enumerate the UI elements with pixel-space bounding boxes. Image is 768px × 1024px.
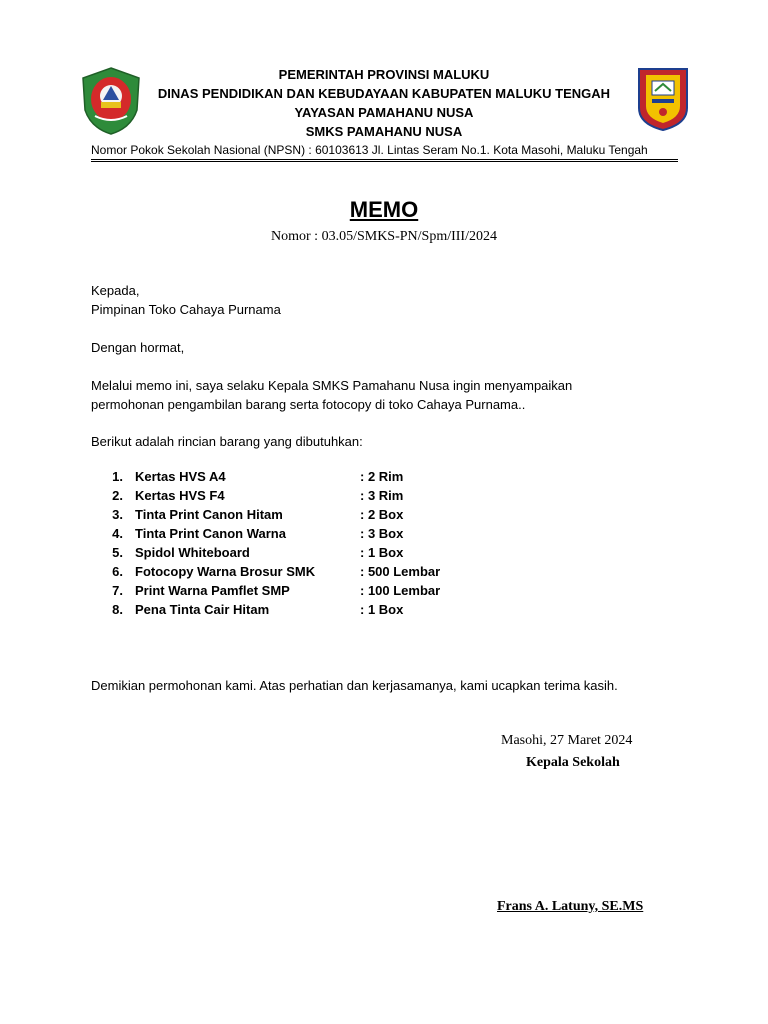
item-number: 4. [112, 526, 123, 541]
items-list [91, 467, 491, 619]
list-item [91, 467, 491, 486]
item-number: 6. [112, 564, 123, 579]
item-quantity: : 1 Box [360, 545, 404, 560]
signature-place-date: Masohi, 27 Maret 2024 [501, 733, 633, 748]
header-npsn-address: Nomor Pokok Sekolah Nasional (NPSN) : 60103613 Jl. Lintas Seram No.1. Kota Masohi, Maluku Tengah [91, 143, 648, 157]
item-name: Kertas HVS F4 [135, 488, 225, 503]
recipient-name: Pimpinan Toko Cahaya Purnama [91, 302, 281, 317]
item-quantity: : 3 Rim [360, 488, 404, 503]
item-name: Print Warna Pamflet SMP [135, 583, 290, 598]
item-quantity: : 2 Box [360, 507, 404, 522]
header-school-name: SMKS PAMAHANU NUSA [305, 124, 463, 139]
item-name: Fotocopy Warna Brosur SMK [135, 564, 316, 579]
item-number: 7. [112, 583, 123, 598]
list-item [91, 543, 491, 562]
list-item [91, 524, 491, 543]
item-quantity: : 500 Lembar [360, 564, 441, 579]
header-department: DINAS PENDIDIKAN DAN KEBUDAYAAN KABUPATEN MALUKU TENGAH [157, 86, 611, 101]
header-government: PEMERINTAH PROVINSI MALUKU [278, 67, 490, 82]
item-quantity: : 1 Box [360, 602, 404, 617]
memo-number: Nomor : 03.05/SMKS-PN/Spm/III/2024 [271, 229, 497, 244]
intro-paragraph-line2: permohonan pengambilan barang serta fotocopy di toko Cahaya Purnama.. [91, 397, 526, 412]
item-number: 3. [112, 507, 123, 522]
list-item [91, 486, 491, 505]
item-name: Kertas HVS A4 [135, 469, 226, 484]
header-divider-thick [91, 159, 678, 160]
closing-paragraph: Demikian permohonan kami. Atas perhatian dan kerjasamanya, kami ucapkan terima kasih. [91, 678, 618, 693]
item-number: 8. [112, 602, 123, 617]
item-quantity: : 2 Rim [360, 469, 404, 484]
list-intro: Berikut adalah rincian barang yang dibutuhkan: [91, 434, 363, 449]
list-item [91, 600, 491, 619]
item-name: Tinta Print Canon Warna [135, 526, 286, 541]
item-quantity: : 100 Lembar [360, 583, 441, 598]
item-number: 2. [112, 488, 123, 503]
list-item [91, 505, 491, 524]
memo-title: MEMO [349, 197, 419, 222]
item-quantity: : 3 Box [360, 526, 404, 541]
item-name: Spidol Whiteboard [135, 545, 250, 560]
item-number: 1. [112, 469, 123, 484]
header-foundation: YAYASAN PAMAHANU NUSA [294, 105, 474, 120]
list-item [91, 581, 491, 600]
signature-name: Frans A. Latuny, SE.MS [497, 899, 644, 914]
greeting: Dengan hormat, [91, 340, 185, 355]
item-name: Tinta Print Canon Hitam [135, 507, 283, 522]
list-item [91, 562, 491, 581]
signature-position: Kepala Sekolah [526, 755, 620, 770]
intro-paragraph-line1: Melalui memo ini, saya selaku Kepala SMKS Pamahanu Nusa ingin menyampaikan [91, 378, 573, 393]
item-name: Pena Tinta Cair Hitam [135, 602, 270, 617]
header-divider-thin [91, 161, 678, 162]
recipient-label: Kepada, [91, 283, 140, 298]
item-number: 5. [112, 545, 123, 560]
